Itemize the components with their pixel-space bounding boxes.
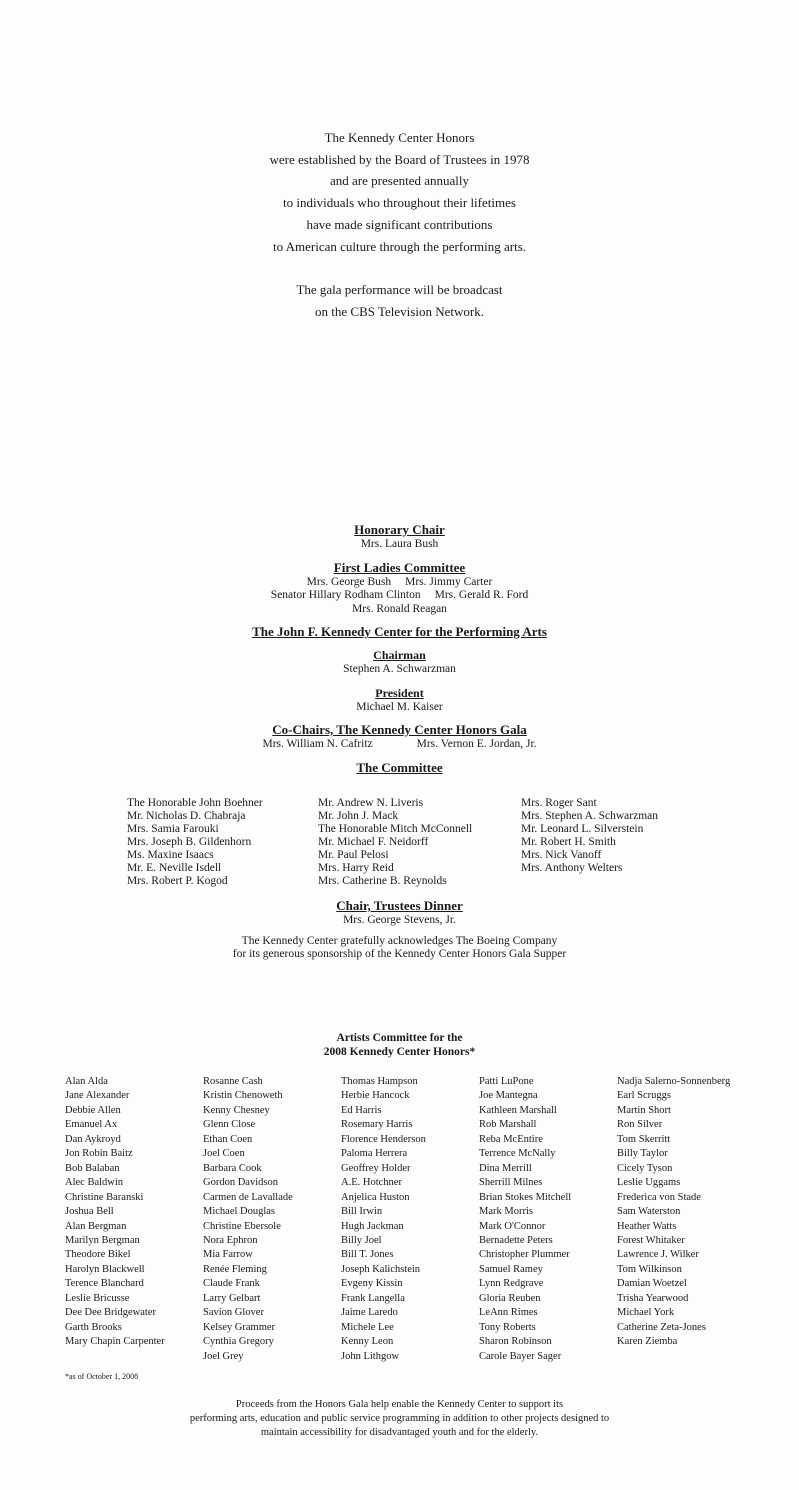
intro-statement bbox=[0, 127, 799, 322]
committee-member: Mr. Nicholas D. Chabraja bbox=[127, 810, 246, 822]
kennedy-center-heading: The John F. Kennedy Center for the Performing Arts bbox=[252, 624, 547, 639]
artist-name: Rosemary Harris bbox=[341, 1119, 413, 1131]
artist-name: Earl Scruggs bbox=[617, 1090, 671, 1102]
artist-name: Sherrill Milnes bbox=[479, 1177, 543, 1189]
artist-name: Renée Fleming bbox=[203, 1263, 267, 1275]
artist-name: Emanuel Ax bbox=[65, 1119, 118, 1131]
artist-name: Debbie Allen bbox=[65, 1104, 121, 1116]
artist-name: Frank Langella bbox=[341, 1292, 405, 1304]
artist-name: Gloria Reuben bbox=[479, 1292, 541, 1304]
artist-name: Nadja Salerno-Sonnenberg bbox=[617, 1076, 731, 1087]
artist-name: Carole Bayer Sager bbox=[479, 1350, 562, 1362]
artist-name: Hugh Jackman bbox=[341, 1220, 404, 1232]
proceeds-line: maintain accessibility for disadvantaged youth and for the elderly. bbox=[260, 1427, 539, 1438]
artist-name: Anjelica Huston bbox=[341, 1191, 410, 1203]
committee-member: Mrs. Anthony Welters bbox=[521, 862, 623, 874]
committee-column bbox=[127, 797, 318, 888]
trustees-dinner-heading: Chair, Trustees Dinner bbox=[336, 898, 463, 913]
first-lady-name: Mrs. Gerald R. Ford bbox=[434, 589, 529, 601]
artist-name: Jane Alexander bbox=[65, 1090, 130, 1102]
intro-line: The Kennedy Center Honors bbox=[324, 130, 475, 145]
acknowledgement-line: The Kennedy Center gratefully acknowledges The Boeing Company bbox=[241, 934, 558, 947]
artists-heading-line: 2008 Kennedy Center Honors* bbox=[323, 1046, 476, 1058]
footnote: *as of October 1, 2008 bbox=[65, 1372, 139, 1381]
committee-column bbox=[521, 797, 701, 888]
intro-line: were established by the Board of Trustees in 1978 bbox=[269, 151, 530, 167]
artists-committee-heading bbox=[0, 1031, 799, 1059]
artist-name: Mary Chapin Carpenter bbox=[65, 1336, 165, 1348]
artist-name: Rob Marshall bbox=[479, 1119, 537, 1131]
artist-name: Claude Frank bbox=[203, 1278, 260, 1290]
co-chairs-heading: Co-Chairs, The Kennedy Center Honors Gala bbox=[272, 722, 527, 737]
first-ladies-row bbox=[0, 589, 799, 603]
artist-name: Gordon Davidson bbox=[203, 1177, 278, 1189]
committee-member: Mrs. Harry Reid bbox=[318, 862, 394, 874]
broadcast-line: The gala performance will be broadcast bbox=[296, 281, 503, 297]
committee-member: Mr. Leonard L. Silverstein bbox=[521, 823, 644, 835]
artist-name: Sharon Robinson bbox=[479, 1336, 552, 1348]
artist-name: Jaime Laredo bbox=[341, 1307, 398, 1319]
artist-name: Ethan Coen bbox=[203, 1133, 253, 1145]
artist-name: Joel Coen bbox=[203, 1148, 245, 1160]
artist-name: Tony Roberts bbox=[479, 1321, 536, 1333]
committee-member: Mr. Michael F. Neidorff bbox=[318, 836, 429, 848]
artist-name: Garth Brooks bbox=[65, 1321, 122, 1333]
artist-name: Glenn Close bbox=[203, 1119, 256, 1131]
artist-name: Forest Whitaker bbox=[617, 1234, 685, 1246]
artist-name: Barbara Cook bbox=[203, 1162, 262, 1174]
committee-member: Mrs. Catherine B. Reynolds bbox=[318, 875, 447, 887]
artists-heading-line: Artists Committee for the bbox=[336, 1032, 463, 1044]
first-lady-name: Senator Hillary Rodham Clinton bbox=[270, 589, 421, 601]
co-chairs-row bbox=[0, 738, 799, 752]
artist-name: Joshua Bell bbox=[65, 1206, 114, 1218]
president-heading: President bbox=[375, 685, 424, 700]
committee-list bbox=[127, 797, 701, 888]
committee-member: The Honorable John Boehner bbox=[127, 797, 263, 809]
intro-line: have made significant contributions bbox=[306, 216, 493, 232]
artist-name: Billy Joel bbox=[341, 1234, 382, 1246]
artist-name: Reba McEntire bbox=[479, 1133, 543, 1145]
artist-name: Lynn Redgrave bbox=[479, 1278, 544, 1290]
artist-name: Kathleen Marshall bbox=[479, 1104, 557, 1116]
committee-member: Mr. John J. Mack bbox=[318, 810, 399, 822]
proceeds-line: Proceeds from the Honors Gala help enable the Kennedy Center to support its bbox=[235, 1399, 564, 1410]
committee-member: Mrs. Stephen A. Schwarzman bbox=[521, 810, 659, 822]
acknowledgement-line: for its generous sponsorship of the Kennedy Center Honors Gala Supper bbox=[232, 948, 567, 960]
committee-member: Mrs. Nick Vanoff bbox=[521, 849, 602, 861]
artist-name: Tom Wilkinson bbox=[617, 1263, 682, 1275]
artist-name: Dee Dee Bridgewater bbox=[65, 1307, 156, 1319]
broadcast-line: on the CBS Television Network. bbox=[315, 303, 484, 319]
artist-name: Joe Mantegna bbox=[479, 1090, 538, 1102]
artist-name: Christine Baranski bbox=[65, 1191, 144, 1203]
artists-column bbox=[203, 1075, 341, 1364]
artists-column bbox=[479, 1075, 617, 1364]
artist-name: Kenny Leon bbox=[341, 1336, 394, 1348]
artist-name: Frederica von Stade bbox=[617, 1191, 701, 1203]
artist-name: Kenny Chesney bbox=[203, 1104, 270, 1116]
artist-name: Alan Bergman bbox=[65, 1220, 127, 1232]
trustees-dinner-block bbox=[0, 898, 799, 962]
artist-name: Brian Stokes Mitchell bbox=[479, 1191, 572, 1203]
artist-name: Florence Henderson bbox=[341, 1133, 426, 1145]
artist-name: Ron Silver bbox=[617, 1119, 663, 1131]
artist-name: Kelsey Grammer bbox=[203, 1321, 276, 1333]
artist-name: Mark Morris bbox=[479, 1206, 533, 1218]
artist-name: Billy Taylor bbox=[617, 1148, 668, 1160]
intro-line: to individuals who throughout their lifetimes bbox=[283, 195, 516, 211]
co-chair-name: Mrs. William N. Cafritz bbox=[262, 738, 373, 750]
committee-member: Mr. Andrew N. Liveris bbox=[318, 797, 424, 809]
intro-line: to American culture through the performing arts. bbox=[272, 238, 527, 254]
co-chair-name: Mrs. Vernon E. Jordan, Jr. bbox=[416, 738, 537, 750]
artist-name: John Lithgow bbox=[341, 1350, 400, 1362]
artist-name: Michele Lee bbox=[341, 1321, 394, 1333]
artist-name: Catherine Zeta-Jones bbox=[617, 1321, 706, 1333]
artist-name: Christine Ebersole bbox=[203, 1220, 281, 1232]
artist-name: Dan Aykroyd bbox=[65, 1133, 121, 1145]
artist-name: Geoffrey Holder bbox=[341, 1162, 411, 1174]
artist-name: Cicely Tyson bbox=[617, 1162, 673, 1174]
artist-name: Leslie Uggams bbox=[617, 1177, 681, 1189]
artist-name: Evgeny Kissin bbox=[341, 1278, 403, 1290]
first-lady-name: Mrs. Jimmy Carter bbox=[405, 575, 493, 588]
artist-name: Alec Baldwin bbox=[65, 1177, 124, 1189]
chairman-heading: Chairman bbox=[373, 648, 426, 662]
committee-column bbox=[318, 797, 521, 888]
artist-name: Joel Grey bbox=[203, 1350, 244, 1362]
artist-name: LeAnn Rimes bbox=[479, 1307, 538, 1319]
honorary-chair-heading: Honorary Chair bbox=[354, 522, 445, 537]
artists-column bbox=[617, 1075, 757, 1364]
artists-list bbox=[65, 1075, 757, 1364]
artist-name: Larry Gelbart bbox=[203, 1292, 261, 1304]
artist-name: Bill Irwin bbox=[341, 1206, 383, 1218]
artist-name: Terrence McNally bbox=[479, 1148, 556, 1160]
artist-name: Trisha Yearwood bbox=[617, 1292, 689, 1304]
artist-name: Damian Woetzel bbox=[617, 1278, 687, 1290]
committee-member: Mrs. Robert P. Kogod bbox=[127, 875, 228, 887]
president-name: Michael M. Kaiser bbox=[356, 700, 443, 713]
artist-name: Karen Ziemba bbox=[617, 1336, 678, 1348]
artist-name: Mark O'Connor bbox=[479, 1220, 546, 1232]
artist-name: Rosanne Cash bbox=[203, 1076, 263, 1087]
artists-column bbox=[65, 1075, 203, 1364]
committee-member: Mrs. Joseph B. Gildenhorn bbox=[127, 836, 252, 848]
artist-name: Kristin Chenoweth bbox=[203, 1090, 283, 1102]
artist-name: Heather Watts bbox=[617, 1220, 677, 1232]
artist-name: Jon Robin Baitz bbox=[65, 1148, 133, 1160]
artist-name: Tom Skerritt bbox=[617, 1133, 671, 1145]
artist-name: Bill T. Jones bbox=[341, 1249, 394, 1261]
artist-name: Carmen de Lavallade bbox=[203, 1191, 293, 1203]
artist-name: Patti LuPone bbox=[479, 1076, 534, 1087]
artist-name: Marilyn Bergman bbox=[65, 1234, 140, 1246]
honorary-chair-name: Mrs. Laura Bush bbox=[360, 538, 439, 550]
artist-name: Leslie Bricusse bbox=[65, 1292, 130, 1304]
artist-name: Christopher Plummer bbox=[479, 1249, 570, 1261]
artist-name: Alan Alda bbox=[65, 1076, 108, 1087]
first-ladies-row bbox=[0, 576, 799, 590]
artist-name: Savion Glover bbox=[203, 1307, 264, 1319]
spacer bbox=[0, 257, 799, 279]
committee-member: Mr. E. Neville Isdell bbox=[127, 862, 222, 874]
proceeds-statement bbox=[0, 1398, 799, 1440]
artist-name: Theodore Bikel bbox=[65, 1249, 131, 1261]
artist-name: Nora Ephron bbox=[203, 1234, 258, 1246]
committee-member: Mrs. Roger Sant bbox=[521, 797, 597, 809]
chairman-name: Stephen A. Schwarzman bbox=[343, 663, 456, 675]
artist-name: Herbie Hancock bbox=[341, 1090, 410, 1102]
artist-name: Martin Short bbox=[617, 1104, 671, 1116]
artist-name: Joseph Kalichstein bbox=[341, 1263, 421, 1275]
first-ladies-heading: First Ladies Committee bbox=[333, 559, 466, 575]
artist-name: Samuel Ramey bbox=[479, 1263, 543, 1275]
committee-member: Ms. Maxine Isaacs bbox=[127, 849, 214, 861]
intro-line: and are presented annually bbox=[330, 173, 469, 189]
artist-name: Lawrence J. Wilker bbox=[617, 1249, 699, 1261]
artist-name: Sam Waterston bbox=[617, 1206, 681, 1218]
artist-name: Dina Merrill bbox=[479, 1162, 532, 1174]
artist-name: Terence Blanchard bbox=[65, 1278, 144, 1290]
artist-name: Thomas Hampson bbox=[341, 1076, 418, 1087]
artist-name: Harolyn Blackwell bbox=[65, 1263, 145, 1275]
artists-column bbox=[341, 1075, 479, 1364]
artist-name: Mia Farrow bbox=[203, 1249, 253, 1261]
credits-block bbox=[0, 522, 799, 776]
committee-heading: The Committee bbox=[356, 759, 443, 775]
first-lady-name: Mrs. George Bush bbox=[306, 575, 392, 588]
committee-member: The Honorable Mitch McConnell bbox=[318, 823, 473, 835]
artist-name: Paloma Herrera bbox=[341, 1148, 408, 1160]
artist-name: Ed Harris bbox=[341, 1104, 382, 1116]
committee-member: Mrs. Samia Farouki bbox=[127, 823, 219, 835]
trustees-dinner-name: Mrs. George Stevens, Jr. bbox=[343, 914, 456, 926]
artist-name: Michael York bbox=[617, 1307, 675, 1319]
committee-member: Mr. Paul Pelosi bbox=[318, 849, 389, 861]
artist-name: A.E. Hotchner bbox=[341, 1177, 402, 1189]
artist-name: Bob Balaban bbox=[65, 1162, 120, 1174]
artist-name: Michael Douglas bbox=[203, 1206, 276, 1218]
first-lady-name: Mrs. Ronald Reagan bbox=[352, 602, 447, 615]
committee-member: Mr. Robert H. Smith bbox=[521, 836, 616, 848]
artist-name: Bernadette Peters bbox=[479, 1234, 553, 1246]
proceeds-line: performing arts, education and public service programming in addition to other projects designed to bbox=[189, 1413, 610, 1424]
artist-name: Cynthia Gregory bbox=[203, 1336, 274, 1348]
